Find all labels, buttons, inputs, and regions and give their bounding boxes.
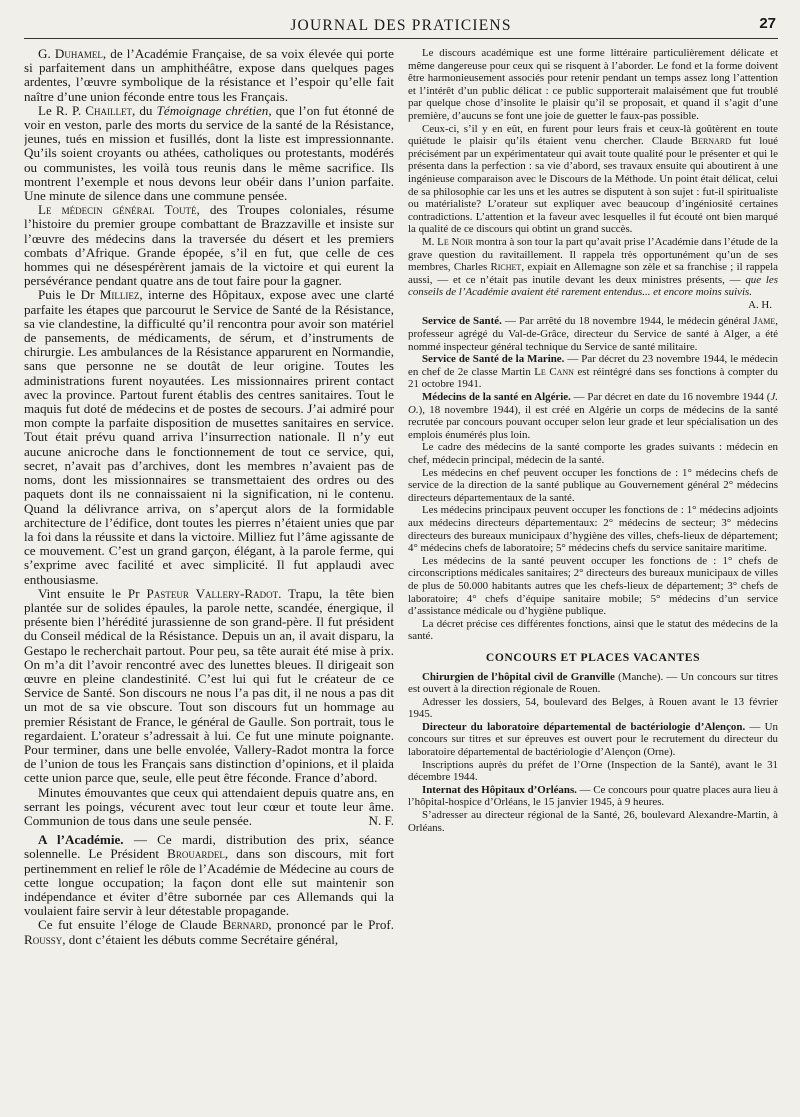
text-academie-a: — Ce mardi, distribution des prix, séance solennelle. Le Président bbox=[24, 832, 394, 862]
text-ceux-ci-b: fut loué précisément par un expérimentateur qui avait toute qualité pour le présenter et qui le présenta dans la perfection : sa vie d’abord, ses travaux ensuite qui aboutirent à une ingénieuse comparaison avec le Discours de la Méthode. Un point était délicat, celui de sa philosophie car les uns et les autres se disputent à son sujet : fut-il spiritualiste ou matérialiste? L’orateur sut expliquer avec beaucoup d’ingéniosité certaines contradictions. L’attention et la faveur avec lesquelles il fut écouté ont bien marqué la qualité de ce discours qui obtint un grand succès. bbox=[408, 135, 778, 236]
name-richet: Richet, bbox=[490, 261, 525, 274]
text-eloge-a: Ce fut ensuite l’éloge de Claude bbox=[38, 917, 223, 933]
paragraph-minutes bbox=[24, 786, 394, 829]
name-jame: Jame, bbox=[753, 315, 778, 328]
paragraph-eloge bbox=[24, 918, 394, 946]
name-bernard: Bernard, bbox=[222, 917, 272, 933]
paragraph-medecins-chef: Les médecins en chef peuvent occuper les fonctions de : 1° médecins chefs de service de la direction de la santé publique au Gouvernement général 2° médecins directeurs départementaux de la santé. bbox=[408, 466, 778, 504]
paragraph-decret: La décret précise ces différentes fonctions, ainsi que le statut des médecins de la santé. bbox=[408, 617, 778, 643]
heading-service-sante: Service de Santé. bbox=[422, 315, 502, 328]
text-vallery-a: Vint ensuite le Pr bbox=[38, 585, 147, 601]
paragraph-ceux-ci bbox=[408, 123, 778, 236]
name-roussy: Roussy, bbox=[24, 931, 66, 947]
paragraph-chaillet bbox=[24, 104, 394, 203]
paragraph-medecins-principaux: Les médecins principaux peuvent occuper les fonctions de : 1° médecins adjoints aux médecins directeurs départementaux: 2° médecins de secteur; 3° médecins directeurs des bureaux municipaux d’hygiène des villes, chefs-lieux de département; 4° médecins chefs de laboratoire; 5° médecins chefs du service sanitaire maritime. bbox=[408, 504, 778, 555]
paragraph-algerie bbox=[408, 391, 778, 441]
paragraph-le-noir bbox=[408, 236, 778, 299]
paragraph-academie bbox=[24, 833, 394, 918]
journal-title: JOURNAL DES PRATICIENS bbox=[290, 17, 512, 34]
text-chaillet-a: Le R. P. bbox=[38, 102, 86, 118]
name-milliez: Milliez, bbox=[99, 287, 143, 303]
signature-nf: N. F. bbox=[368, 812, 394, 828]
name-chaillet: Chaillet, bbox=[85, 102, 136, 118]
paragraph-vallery-radot bbox=[24, 587, 394, 786]
text-eloge-b: prononcé par le Prof. bbox=[271, 917, 394, 933]
text-eloge-c: dont c’étaient les débuts comme Secrétaire général, bbox=[65, 931, 339, 947]
heading-granville: Chirurgien de l’hôpital civil de Granville bbox=[422, 670, 615, 683]
paragraph-granville-adresse: Adresser les dossiers, 54, boulevard des Belges, à Rouen avant le 13 février 1945. bbox=[408, 695, 778, 721]
text-toute: des Troupes coloniales, résume l’histoire du premier groupe combattant de Brazzaville et insiste sur l’œuvre des médecins dans la traversée du désert et les premiers combats d’Afrique. Grande épopée, s’il en fut, que celle de ces hommes qui ne désespérèrent jamais de la victoire et qui eurent la persévérance pendant quatre ans de tout faire pour la gagner. bbox=[24, 202, 394, 289]
text-le-noir-a: M. bbox=[422, 235, 438, 248]
paragraph-granville bbox=[408, 671, 778, 696]
right-column bbox=[408, 47, 778, 834]
text-algerie-a: — Par décret en date du 16 novembre 1944 ( bbox=[570, 391, 771, 404]
text-granville: (Manche). — Un concours sur titres est ouvert à la direction régionale de Rouen. bbox=[408, 670, 778, 696]
text-duhamel: de l’Académie Française, de sa voix élevée qui porte si parfaitement dans un amphithéâtre, expose dans quelques pages ardentes, l’œuvre symbolique de la résistance et l’espoir qu’elle fait naître d’une union féconde entre tous les Français. bbox=[24, 47, 394, 104]
text-milliez-a: Puis le Dr bbox=[38, 287, 100, 303]
page-number: 27 bbox=[759, 15, 776, 32]
paragraph-service-sante bbox=[408, 315, 778, 353]
signature-ah: A. H. bbox=[748, 298, 772, 311]
text-marine-a: — Par décret du 23 novembre 1944, le médecin en chef de 2e classe Martin bbox=[408, 353, 778, 378]
paragraph-alencon bbox=[408, 721, 778, 759]
text-algerie-b: ), 18 novembre 1944), il est créé en Algérie un corps de médecins de la santé recrutée par concours pouvant occuper selon leur grade et leur spécialisation un des emplois énumérés plus loin. bbox=[408, 403, 778, 441]
name-vallery-radot: Pasteur Vallery-Radot. bbox=[146, 585, 282, 601]
text-minutes: Minutes émouvantes que ceux qui attendaient depuis quatre ans, en serrant les poings, vécurent avec tout leur cœur et toute leur âme. Communion de tous dans une seule pensée. bbox=[24, 784, 394, 828]
paragraph-milliez bbox=[24, 288, 394, 586]
text-milliez: interne des Hôpitaux, expose avec une clarté parfaite les étapes que parcourut le Service de Santé de la Résistance, sa vie clandestine, la difficulté qu’il rencontra pour avoir son matériel de pansements, de médicaments, de sérum, et d’instruments de chirurgie. Les ambulances de la Résistance apparurent en Normandie, sans que personne ne se doutât de leur origine. Toutes les administrations furent noyautées. Les missionnaires prirent contact avec la province. Partout furent établis des centres sanitaires. Tout le maquis fut doté de médecins et de postes de secours. J’ai admiré pour mon compte la parfaite disposition de musettes sanitaires en service. Tout était prévu quand arriva l’insurrection nationale. Il n’y eut aucune anicroche dans le fonctionnement de tout ce service, qui, secret, n’avait pas d’archives, dont les membres n’avaient pas de noms, dont les missionnaires se transmettaient des ordres ou des paquets dont ils ne connaissaient ni la signification, ni le contenu. Quand la délivrance arriva, on s’aperçut alors de la formidable architecture de l’édifice, dont toutes les pierres n’étaient unies que par la foi dans la réussite et dans la victoire. Milliez fut l’âme agissante de ce mouvement. C’est un grand garçon, élégant, à la parole ferme, qui s’exprime avec facilité et avec simplicité. Il fut applaudi avec enthousiasme. bbox=[24, 287, 394, 587]
page-header bbox=[24, 14, 778, 39]
heading-alencon: Directeur du laboratoire départemental de bactériologie d’Alençon. bbox=[422, 720, 746, 733]
italic-temoignage: Témoignage chrétien, bbox=[156, 102, 272, 118]
name-toute: Le médecin général Touté, bbox=[38, 202, 200, 218]
section-title-concours: CONCOURS ET PLACES VACANTES bbox=[485, 650, 701, 664]
text-marine-b: est réintégré dans ses fonctions à compter du 21 octobre 1941. bbox=[408, 365, 778, 391]
paragraph-orleans-adresse: S’adresser au directeur régional de la Santé, 26, boulevard Alexandre-Martin, à Orléans. bbox=[408, 809, 778, 834]
italic-conseils: que les conseils de l’Académie avaient été rarement entendus... et encore moins suivis. bbox=[408, 273, 778, 299]
paragraph-alencon-inscriptions: Inscriptions auprès du préfet de l’Orne (Inspection de la Santé), avant le 31 décembre 1944. bbox=[408, 758, 778, 784]
text-le-noir-c: expiait en Allemagne son zèle et sa franchise ; il rappela aussi, — et ce n’était pas inutile devant les deux ministres présents, — bbox=[408, 261, 778, 286]
text-academie: dans son discours, mit fort pertinemment en relief le rôle de l’Académie de Médecine au cours de cette longue occupation; la façon dont elle sut maintenir son indépendance et éviter d’être subornée par ces Allemands qui la voulaient faire servir à leur détestable propagande. bbox=[24, 846, 394, 919]
left-column bbox=[24, 47, 394, 947]
name-le-cann: Le Cann bbox=[534, 365, 574, 378]
name-duhamel: G. Duhamel, bbox=[38, 47, 107, 61]
paragraph-cadre: Le cadre des médecins de la santé comporte les grades suivants : médecin en chef, médecin principal, médecin de la santé. bbox=[408, 441, 778, 466]
article-columns bbox=[24, 47, 778, 947]
paragraph-discours: Le discours académique est une forme littéraire particulièrement délicate et même dangereuse pour ceux qui se risquent à l’aborder. Le fond et la forme doivent être harmonieusement associés pour retenir pendant un temps assez long l’attention et l’intérêt d’un public délicat : ce public supporterait malaisément que fut troublé par quelque chose d’insolite le plaisir qu’il se proposait, et quand il s’agit d’une première, d’aucuns se font une joie de guetter le faux-pas possible. bbox=[408, 47, 778, 122]
text-chaillet-c: que l’on fut étonné de voir en veston, parle des morts du service de la santé de la Résistance, jeunes, tués en mission et fusillés, dont la liste est impressionnante. Qu’ils soient croyants ou athées, catholiques ou protestants, modérés ou communistes, les voilà tous reunis dans le même sacrifice. Ils montrent l’exemple et nous devons leur obéir dans l’union parfaite. Une minute de silence dans une commune pensée. bbox=[24, 102, 394, 204]
italic-jo: J. O. bbox=[408, 391, 778, 416]
text-chaillet-b: du bbox=[135, 102, 157, 118]
text-ceux-ci-a: Ceux-ci, s’il y en eût, en furent pour leurs frais et ceux-là goûtèrent en toute quiétude le plaisir qu’ils étaient venu chercher. Claude bbox=[408, 122, 778, 148]
paragraph-medecins-sante: Les médecins de la santé peuvent occuper les fonctions de : 1° chefs de circonscriptions médicales sanitaires; 2° directeurs des bureaux municipaux de villes de plus de 50.000 habitants autres que les chefs-lieux de département; 3° chefs de laboratoire; 4° chefs d’équipe sanitaire mobile; 5° médecins d’un service d’assistance médicale ou d’hygiène publique. bbox=[408, 554, 778, 618]
paragraph-orleans bbox=[408, 784, 778, 809]
heading-algerie: Médecins de la santé en Algérie. bbox=[422, 391, 571, 404]
heading-marine: Service de Santé de la Marine. bbox=[422, 353, 565, 366]
name-brouardel: Brouardel, bbox=[167, 846, 229, 862]
heading-academie: A l’Académie. bbox=[38, 832, 124, 848]
paragraph-toute bbox=[24, 203, 394, 288]
text-orleans: — Ce concours pour quatre places aura lieu à l’hôpital-hospice d’Orléans, le 15 janvier 1945, à 9 heures. bbox=[408, 783, 778, 809]
name-bernard-right: Bernard bbox=[690, 135, 731, 148]
paragraph-duhamel bbox=[24, 47, 394, 104]
text-service-sante-a: — Par arrêté du 18 novembre 1944, le médecin général bbox=[501, 315, 754, 328]
heading-orleans: Internat des Hôpitaux d’Orléans. bbox=[422, 783, 577, 796]
text-le-noir-b: montra à son tour la part qu’avait prise l’Académie dans l’étude de la grave question du ravitaillement. Il rappela très opportunément qu’un de ses membres, Charles bbox=[408, 235, 778, 274]
text-alencon: — Un concours sur titres et sur épreuves est ouvert pour le recrutement du directeur du laboratoire départemental de bactériologie d’Alençon (Orne). bbox=[408, 720, 778, 759]
name-le-noir: Le Noir bbox=[437, 235, 474, 248]
text-vallery-radot: Trapu, la tête bien plantée sur de solides épaules, la parole nette, scandée, énergique, il présente bien l’hérédité jurassienne de son grand-père. Il fut président du Conseil médical de la Résistance. Depuis un an, il avait disparu, la Gestapo le recherchait partout. Pour peu, sa tête aurait été mise à prix. On m’a dit l’avoir rencontré avec des lunettes bleues. Il dirigeait son œuvre en pleine clandestinité. C’est lui qui fut le créateur de ce Service de Santé. Son discours ne nous l’a pas dit, il ne nous a pas dit un mot de sa vie obscure. Tout son discours fut un hommage au premier Résistant de France, le général de Gaulle. Son portrait, tous le regardaient. L’orateur s’adressait à lui. Ce fut une minute poignante. Pour terminer, dans une belle envolée, Vallery-Radot montra la force de l’union de tous les Français sans distinction d’opinions, et il plaida cette union parce que, seule, elle peut être féconde. France d’abord. bbox=[24, 585, 394, 786]
paragraph-marine bbox=[408, 353, 778, 391]
text-service-sante-b: professeur agrégé du Val-de-Grâce, directeur du Service de santé à Alger, a été nommé inspecteur général technique du Service de santé militaire. bbox=[408, 328, 778, 353]
